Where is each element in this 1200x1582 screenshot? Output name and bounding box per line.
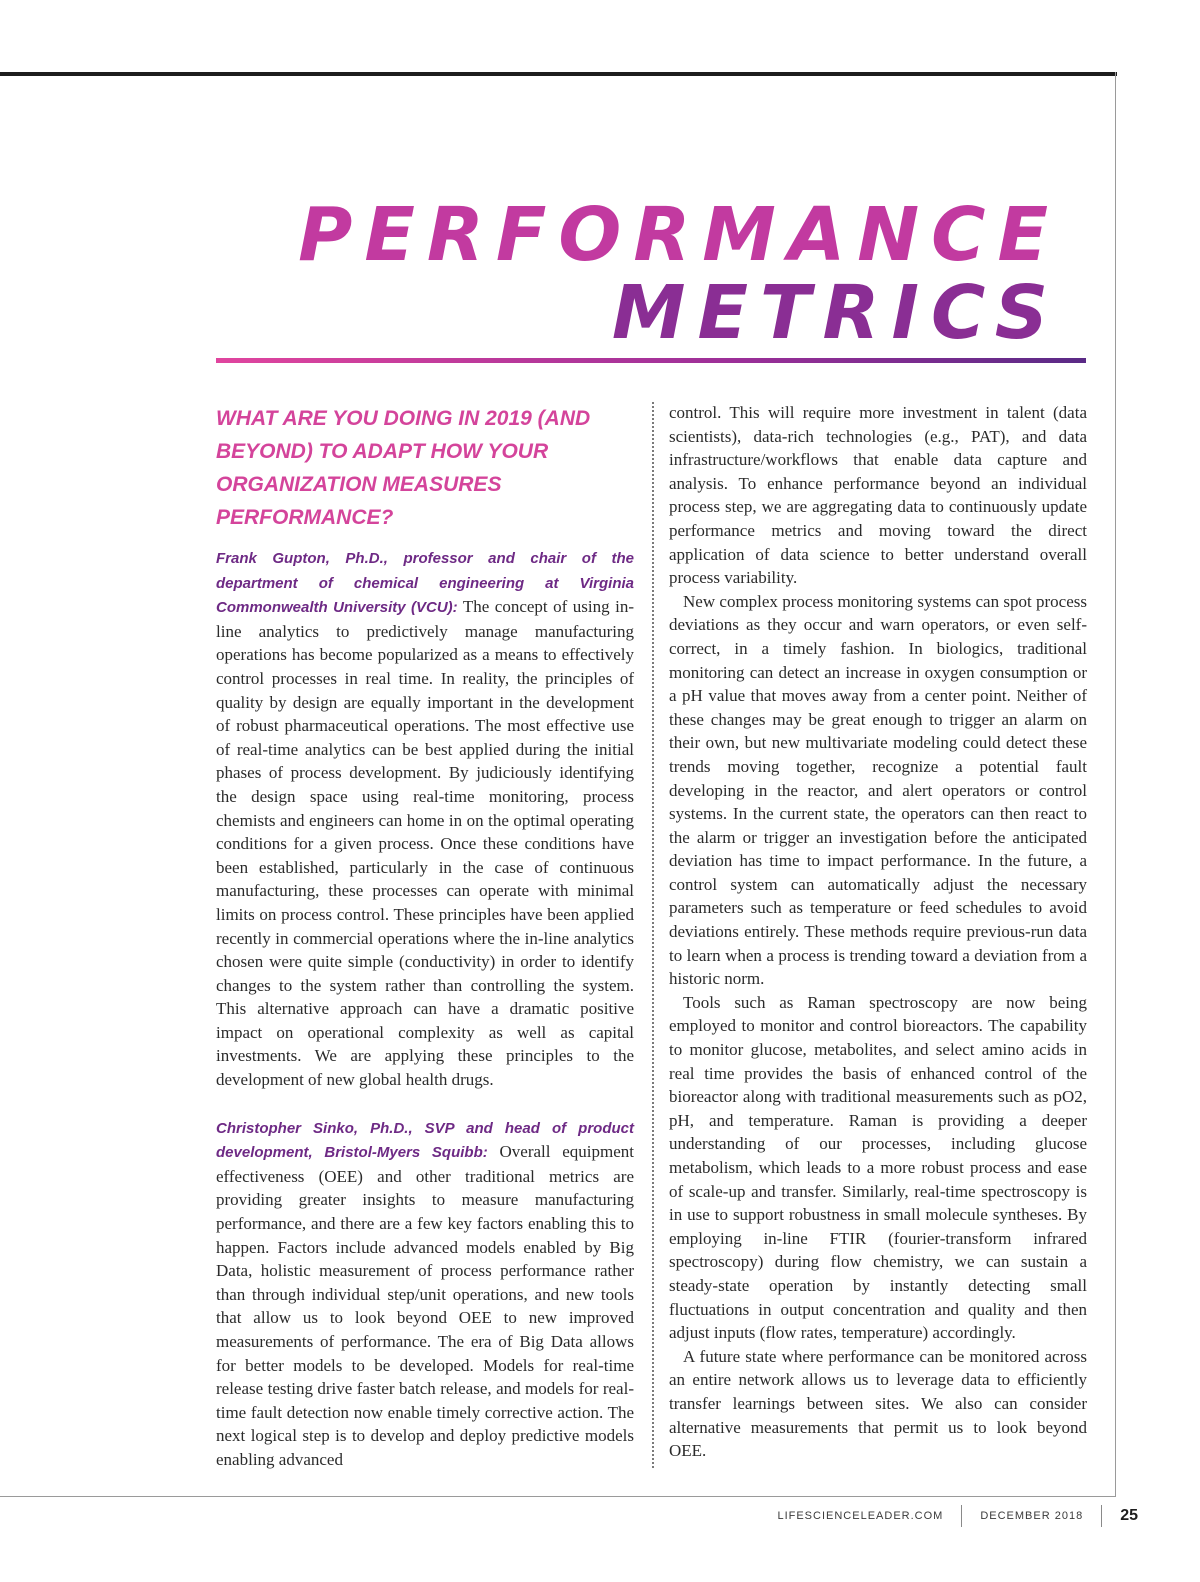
answer-text: The concept of using in-line analytics to predictively manage manufacturing operations has become popularized as a means to effectively control processes in real time. In reality, the principles of quality by design are equally important in the development of robust pharmaceutical operations. The most effective use of real-time analytics can be best applied during the initial phases of process development. By judiciously identifying the design space using real-time monitoring, process chemists and engineers can home in on the optimal operating conditions for a given process. Once these conditions have been established, particularly in the case of continuous manufacturing, these processes can operate with minimal limits on process control. These principles have been applied recently in commercial operations where the in-line analytics chosen were quite simple (conductivity) in order to identify changes to the system rather than controlling the system. This alternative approach can have a dramatic positive impact on operational complexity as well as capital investments. We are applying these principles to the development of new global health drugs. <box>216 597 634 1090</box>
speaker-name: Christopher Sinko, Ph.D., SVP and head of product development, Bristol-Myers Squibb: <box>216 1119 634 1162</box>
speaker-name: Frank Gupton, Ph.D., professor and chair of the department of chemical engineering at Virginia Commonwealth University (VCU): <box>216 550 634 617</box>
right-column <box>669 401 1087 1463</box>
answer-text: Overall equipment effectiveness (OEE) and other traditional metrics are providing greater insights to measure manufacturing performance, and there are a few key factors enabling this to happen. Factors include advanced models enabled by Big Data, holistic measurement of process performance rather than through individual step/unit operations, and new tools that allow us to look beyond OEE to new improved measurements of performance. The era of Big Data allows for better models to be developed. Models for real-time release testing drive faster batch release, and models for real-time fault detection now enable timely corrective action. The next logical step is to develop and deploy predictive models enabling advanced <box>216 1142 634 1469</box>
page-footer <box>777 1504 1138 1528</box>
top-rule <box>0 72 1117 76</box>
title-line-1: PERFORMANCE <box>298 192 1060 278</box>
column-divider <box>652 402 654 1468</box>
footer-separator <box>961 1505 962 1527</box>
paragraph-gap <box>216 1092 634 1116</box>
footer-separator <box>1101 1505 1102 1527</box>
title-gradient-rule <box>216 358 1086 363</box>
bottom-rule <box>0 1496 1116 1497</box>
body-paragraph: A future state where performance can be monitored across an entire network allows us to leverage data to efficiently transfer learnings between sites. We also can consider alternative measurements that permit us to look beyond OEE. <box>669 1346 1087 1461</box>
article-title <box>298 192 1060 356</box>
body-paragraph: Tools such as Raman spectroscopy are now being employed to monitor and control bioreactors. The capability to monitor glucose, metabolites, and select amino acids in real time provides the basis of enhanced control of the bioreactor along with traditional measurements such as pO2, pH, and temperature. Raman is providing a deeper understanding of our processes, including glucose metabolism, which leads to a more robust process and ease of scale-up and transfer. Similarly, real-time spectroscopy is in use to support robustness in small molecule syntheses. By employing in-line FTIR (fourier-transform infrared spectroscopy) during flow chemistry, we can sustain a steady-state operation by instantly detecting small fluctuations in output concentration and quality and then adjust inputs (flow rates, temperature) accordingly. <box>669 992 1087 1343</box>
body-paragraph: control. This will require more investment in talent (data scientists), data-rich technologies (e.g., PAT), and data infrastructure/workflows that enable data capture and analysis. To enhance performance beyond an individual process step, we are aggregating data to continuously update performance metrics and moving toward the direct application of data science to better understand overall process variability. <box>669 403 1087 588</box>
answer-paragraph <box>216 1116 634 1472</box>
right-margin-rule <box>1115 72 1116 1497</box>
left-column <box>216 400 634 1472</box>
question-heading: WHAT ARE YOU DOING IN 2019 (AND BEYOND) TO ADAPT HOW YOUR ORGANIZATION MEASURES PERFORMANCE? <box>216 407 591 529</box>
page-number: 25 <box>1120 1507 1138 1524</box>
body-paragraph: New complex process monitoring systems can spot process deviations as they occur and warn operators, or even self-correct, in a timely fashion. In biologics, traditional monitoring can detect an increase in oxygen consumption or a pH value that moves away from a center point. Neither of these changes may be great enough to trigger an alarm on their own, but new multivariate modeling could detect these trends moving together, recognize a potential fault developing in the reactor, and alert operators or control systems. In the current state, the operators can then react to the alarm or trigger an investigation before the anticipated deviation has time to impact performance. In the future, a control system can automatically adjust the necessary parameters such as temperature or feed schedules to avoid deviations entirely. These methods require previous-run data to learn when a process is trending toward a deviation from a historic norm. <box>669 591 1087 989</box>
title-line-2: METRICS <box>611 270 1060 356</box>
answer-paragraph <box>216 546 634 1092</box>
footer-site: LIFESCIENCELEADER.COM <box>777 1510 944 1522</box>
footer-date: DECEMBER 2018 <box>980 1510 1084 1522</box>
